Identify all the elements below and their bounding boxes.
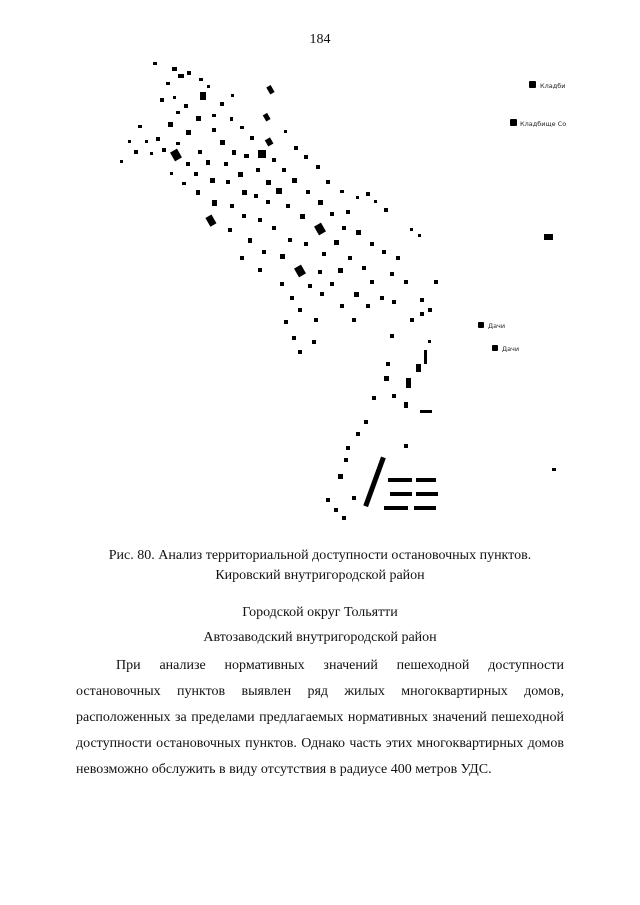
dachi-marker-2 bbox=[492, 345, 519, 353]
svg-text:Дачи: Дачи bbox=[488, 322, 506, 330]
svg-text:Кладби: Кладби bbox=[540, 82, 566, 90]
building-footprints bbox=[120, 62, 556, 520]
body-text bbox=[76, 653, 564, 783]
svg-text:Кладбище Со: Кладбище Со bbox=[520, 120, 567, 128]
dachi-marker-1 bbox=[478, 322, 505, 330]
figure-caption bbox=[60, 546, 580, 586]
svg-text:Дачи: Дачи bbox=[502, 345, 520, 353]
cemetery-marker-1 bbox=[529, 81, 565, 90]
section-subtitle: Автозаводский внутригородской район bbox=[203, 630, 437, 645]
caption-line-2: Кировский внутригородской район bbox=[215, 568, 425, 583]
body-paragraph: При анализе нормативных значений пешеходной доступности остановочных пунктов выявлен ряд жилых многоквартирных домов, расположенных за пределами предлагаемых нормативных значений пешеходной доступности остановочных пунктов. Однако часть этих многоквартирных домов невозможно обслужить в виду отсутствия в радиусе 400 метров УДС. bbox=[76, 658, 564, 777]
page-number: 184 bbox=[309, 32, 331, 47]
cemetery-marker-2 bbox=[510, 119, 566, 128]
section-title: Городской округ Тольятти bbox=[242, 605, 398, 620]
caption-line-1: Рис. 80. Анализ территориальной доступности остановочных пунктов. bbox=[108, 548, 532, 563]
poi-markers bbox=[478, 81, 566, 353]
